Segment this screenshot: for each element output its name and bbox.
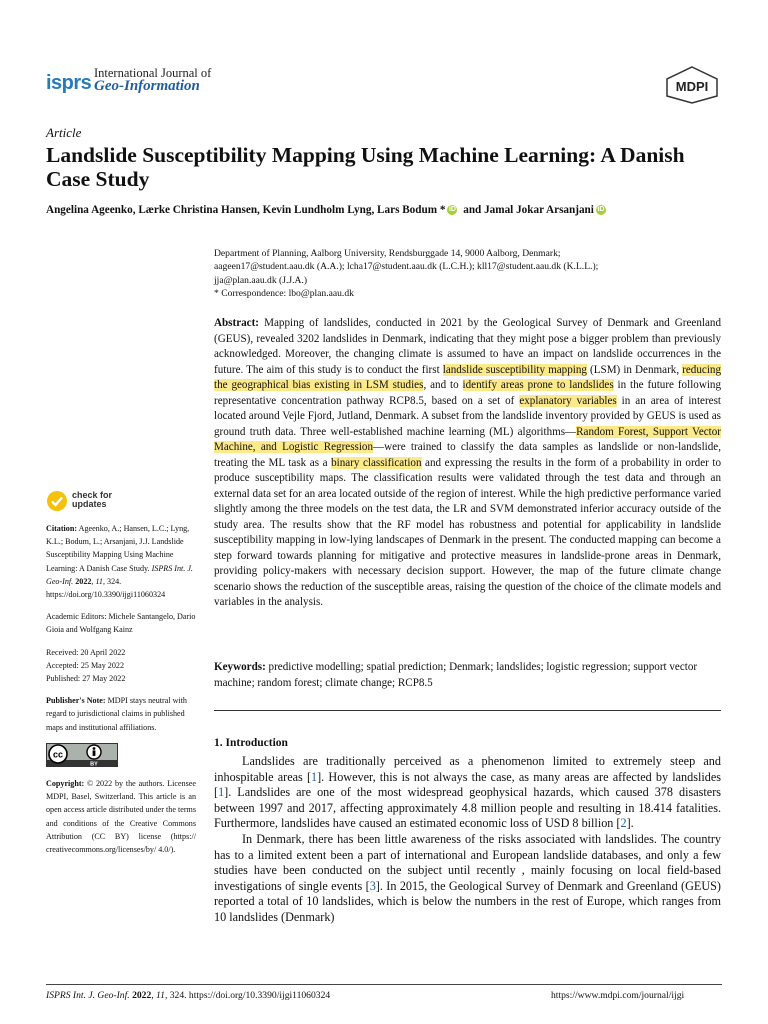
keywords [214,660,721,691]
abstract-text: in an area of interest located around Vejle Fjord, Jutland, Denmark. A subset from the landslide inventory provided by GEUS is used as ground truth data. Three well-established machine learning (ML) algorithms— [214,394,721,438]
copyright [46,777,196,856]
reference-link[interactable]: 1 [311,769,318,784]
mdpi-logo-text: MDPI [675,79,709,94]
keywords-text: predictive modelling; spatial prediction; Denmark; landslides; logistic regression; support vector machine; random forest; climate change; RCP8.5 [214,661,698,689]
section-heading: 1. Introduction [214,737,288,749]
highlighted-text: binary classification [331,456,422,469]
abstract-text: Mapping of landslides, conducted in 2021 by the Geological Survey of Denmark and Greenland (GEUS), revealed 3202 landslides in Denmark, indicating that they might pose a bigger problem than previously acknowledged. Moreover, the changing climate is assumed to have an impact on landslide occurrences in the future. The aim of this study is to conduct the first [214,317,721,376]
keywords-label: Keywords: [214,661,266,673]
citation-volume: 11 [95,576,103,586]
citation-doi[interactable]: , 324. https://doi.org/10.3390/ijgi11060324 [46,576,166,600]
check-updates-icon [46,490,68,512]
article-type: Article [46,125,82,140]
dates [46,646,196,686]
reference-link[interactable]: 3 [369,878,376,893]
reference-link[interactable]: 1 [218,785,225,800]
check-for-updates-button[interactable] [46,490,196,516]
paragraph-text: In Denmark, there has been little awareness of the risks associated with landslides. The country has to a limited extent been a part of international and European landslide databases, and only a few studies have been conducted on the subject until recently , mainly focusing on local field-based investigations of single events [ [214,831,721,893]
check-updates-label [72,491,112,509]
author-name: Lærke Christina Hansen, [138,204,263,216]
footer-year: 2022 [132,990,152,1001]
paragraph-text: ]. [626,816,634,831]
abstract-text: —were trained to classify the data samples as landslide or non-landslide, treating the ML task as a [214,441,721,469]
journal-name-line1: International Journal of [94,66,212,80]
accepted-date: Accepted: 25 May 2022 [46,660,124,670]
footer-citation: ISPRS Int. J. Geo-Inf. 2022, 11, 324. https://doi.org/10.3390/ijgi11060324 [46,990,331,1001]
paragraph-text: ]. However, this is not always the case, as many areas are affected by landslides [ [214,769,721,800]
paragraph-text: ]. Landslides are one of the most widespread geophysical hazards, which caused 378 disasters between 1997 and 2017, affecting approximately 4.8 million people and resulting in 18.414 fatalities. Furthermore, landslides have caused an estimated economic loss of USD 8 billion [ [214,785,721,831]
affiliation-emails: aageen17@student.aau.dk (A.A.); lcha17@student.aau.dk (L.C.H.); kll17@student.aau.dk (K.L.L.); [214,261,599,273]
reference-link[interactable]: 2 [620,816,627,831]
paper-title: Landslide Susceptibility Mapping Using Machine Learning: A Danish Case Study [46,143,685,191]
abstract-text: (LSM) in Denmark, [586,363,683,376]
abstract-label: Abstract: [214,317,259,329]
affiliation-block [214,247,724,301]
journal-name-line2: Geo-Information [94,78,200,94]
author-name: Lars Bodum * [377,204,446,216]
copyright-text: © 2022 by the authors. Licensee MDPI, Basel, Switzerland. This article is an open access article distributed under the terms and conditions of the Creative Commons Attribution (CC BY) license (https:// creativecommons.org/licenses/by/ 4.0/). [46,779,196,855]
publisher-note [46,694,196,734]
cc-icon-text: cc [52,749,64,760]
author-name: and Jamal Jokar Arsanjani [460,204,594,216]
affiliation-emails: jja@plan.aau.dk (J.J.A.) [214,274,308,286]
paragraph [214,832,721,926]
footer-journal-url[interactable]: https://www.mdpi.com/journal/ijgi [551,990,685,1001]
paragraph [214,754,721,832]
paragraph-text: ]. In 2015, the Geological Survey of Denmark and Greenland (GEUS) reported a total of 10 landslides, which is below the numbers in the rest of Europe, which ranges from 10 landslides (Denmark) [214,878,721,924]
paragraph-text: Landslides are traditionally perceived as a phenomenon limited to extremely steep and inhospitable areas [ [214,754,721,784]
abstract-text: in the future following representative concentration pathway RCP8.5, based on a set of [214,379,722,407]
cc-by-license-icon[interactable] [46,743,118,767]
orcid-icon[interactable]: iD [597,206,605,214]
section-divider [214,710,721,711]
academic-editors: Academic Editors: Michele Santangelo, Dario Gioia and Wolfgang Kainz [46,612,196,635]
highlighted-text: reducing the geographical bias existing in LSM studies [214,363,721,391]
highlighted-text: landslide susceptibility mapping [442,363,587,376]
citation: Citation: Ageenko, A.; Hansen, L.C.; Lyng, K.L.; Bodum, L.; Arsanjani, J.J. Landslide Susceptibility Mapping Using Machine Learning: A Danish Case Study. ISPRS Int. J. Geo-Inf. 2022, 11, 324. https://doi.org/10.3390/ijgi11060324 [46,524,193,600]
copyright-label: Copyright: [46,779,85,789]
author-list [46,204,736,216]
journal-logo [46,66,226,102]
abstract-text: and expressing the results in the form of a probability in order to produce susceptibility maps. The classification results were validated through the test data and through an external data set for an area located outside of the region of interest. While the high predictive performance varied slightly among the three models on the test data, the LR and SVM demonstrated inferior accuracy outside of the study area. The results show that the RF model has robustness and potential for applicability in landslide susceptibility mapping in low-lying landscapes of Denmark in the present. The conducted mapping can become a step forward towards planning for mitigative and protective measures in landslide-prone areas in Denmark, providing policy-makers with necessary decision support. However, the map of the future climate change scenario shows the reduction of the susceptible areas, raising the question of the choice of the climate models and variables in the analysis. [214,456,722,608]
orcid-icon[interactable]: iD [448,206,456,214]
publisher-note-label: Publisher's Note: [46,696,106,706]
affiliation-line: Department of Planning, Aalborg University, Rendsburggade 14, 9000 Aalborg, Denmark; [214,248,561,259]
citation-text: Ageenko, A.; Hansen, L.C.; Lyng, K.L.; Bodum, L.; Arsanjani, J.J. Landslide Susceptibility Mapping Using Machine Learning: A Danish Case Study. [46,524,190,573]
citation-year: 2022 [75,576,92,586]
highlighted-text: identify areas prone to landslides [462,379,614,391]
by-icon-text: BY [90,761,98,767]
sidebar [46,490,196,865]
highlighted-text: explanatory variables [519,394,617,407]
introduction-body [214,754,721,926]
abstract [214,316,721,611]
correspondence: * Correspondence: lbo@plan.aau.dk [214,288,354,300]
mdpi-logo [664,66,720,104]
isprs-logo-text: isprs [46,72,92,94]
highlighted-text: Random Forest, Support Vector Machine, and Logistic Regression [214,425,721,453]
footer-volume: 11 [156,990,165,1001]
check-updates-text: updates [72,499,107,509]
check-updates-text: check for [72,490,113,500]
citation-journal: ISPRS Int. J. Geo-Inf. [46,563,193,586]
publisher-note-text: MDPI stays neutral with regard to jurisdictional claims in published maps and institutional affiliations. [46,696,187,732]
author-name: Angelina Ageenko, [46,204,139,216]
footer-doi[interactable]: , 324. https://doi.org/10.3390/ijgi11060324 [164,990,331,1001]
citation-label: Citation: [46,524,78,533]
received-date: Received: 20 April 2022 [46,647,126,657]
published-date: Published: 27 May 2022 [46,674,126,684]
footer-journal: ISPRS Int. J. Geo-Inf. [46,990,130,1001]
abstract-text: , and to [423,379,463,391]
footer-divider [46,984,722,985]
author-name: Kevin Lundholm Lyng, [262,204,378,216]
